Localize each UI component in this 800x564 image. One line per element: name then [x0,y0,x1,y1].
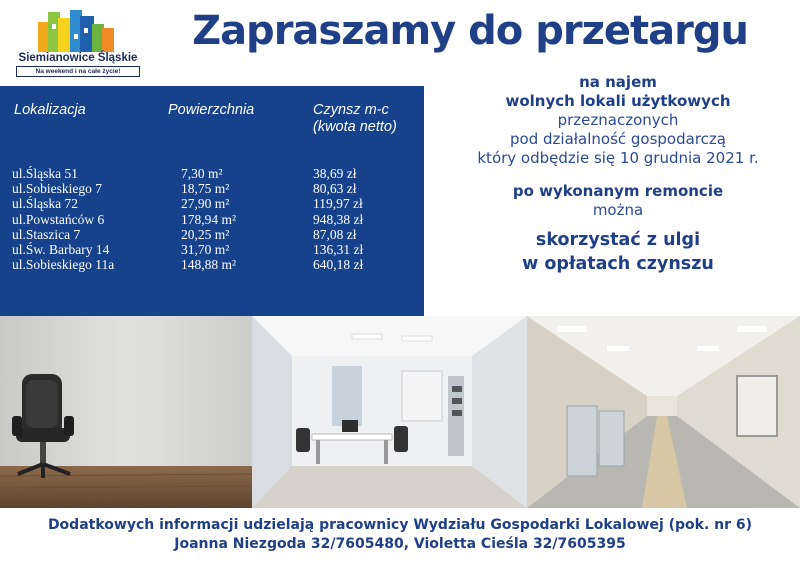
announcement-line-9: w opłatach czynszu [522,254,714,274]
cell-area: 7,30 m² [181,166,223,181]
cell-rent: 119,97 zł [313,196,363,212]
cell-rent: 87,08 zł [313,226,357,242]
logo-tagline: Na weekend i na całe życie! [16,66,140,77]
cell-location: ul.Sobieskiego 11a [12,257,115,273]
cell-rent: 640,18 zł [313,257,364,273]
column-header-rent-line2: (kwota netto) [313,119,397,135]
cell-location: ul.Śląska 72 [12,196,78,212]
cell-area: 20,25 m² [181,226,230,242]
cell-area: 18,75 m² [181,181,230,197]
table-row [0,212,424,227]
table-row [0,166,424,181]
cell-area: 31,70 m² [181,241,230,257]
cell-location: ul.Powstańców 6 [12,211,105,227]
cell-location: ul.Sobieskiego 7 [12,181,102,197]
contact-footer [0,516,800,554]
table-row [0,181,424,196]
premises-rows [0,166,424,272]
announcement-text [448,73,788,276]
cell-area: 27,90 m² [181,196,230,212]
office-room-photo [252,316,527,508]
announcement-line-3: przeznaczonych [557,111,679,129]
footer-info-line: Dodatkowych informacji udzielają pracownicy Wydziału Gospodarki Lokalowej (pok. nr 6) [47,517,753,533]
office-chair-photo [0,316,252,508]
cell-rent: 80,63 zł [313,181,357,197]
cell-location: ul.Staszica 7 [12,226,81,242]
photo-strip [0,316,800,508]
announcement-line-1: na najem [579,73,657,91]
column-header-area: Powierzchnia [168,102,255,118]
premises-table-panel [0,86,424,316]
announcement-line-6: po wykonanym remoncie [512,182,724,200]
cell-area: 178,94 m² [181,211,237,227]
city-buildings-logo-icon [36,8,120,52]
table-row [0,196,424,211]
table-row [0,227,424,242]
logo-city-name: Siemianowice Śląskie [18,52,138,64]
cell-location: ul.Św. Barbary 14 [12,241,110,257]
announcement-line-7: można [592,201,644,219]
corridor-photo [527,316,800,508]
cell-area: 148,88 m² [181,257,237,273]
announcement-line-5: który odbędzie się 10 grudnia 2021 r. [477,149,759,167]
announcement-line-2: wolnych lokali użytkowych [505,92,731,110]
cell-location: ul.Śląska 51 [12,166,78,181]
table-row [0,257,424,272]
footer-contacts-line: Joanna Niezgoda 32/7605480, Violetta Cieśla 32/7605395 [174,536,626,552]
table-row [0,242,424,257]
announcement-line-4: pod działalność gospodarczą [510,130,726,148]
announcement-line-8: skorzystać z ulgi [535,230,701,250]
column-header-rent [313,102,397,136]
cell-rent: 948,38 zł [313,211,364,227]
cell-rent: 136,31 zł [313,241,364,257]
column-header-location: Lokalizacja [14,102,86,118]
page-title: Zapraszamy do przetargu [192,8,748,54]
column-header-rent-line1: Czynsz m-c [313,102,389,118]
city-logo [8,6,148,76]
cell-rent: 38,69 zł [313,166,357,181]
